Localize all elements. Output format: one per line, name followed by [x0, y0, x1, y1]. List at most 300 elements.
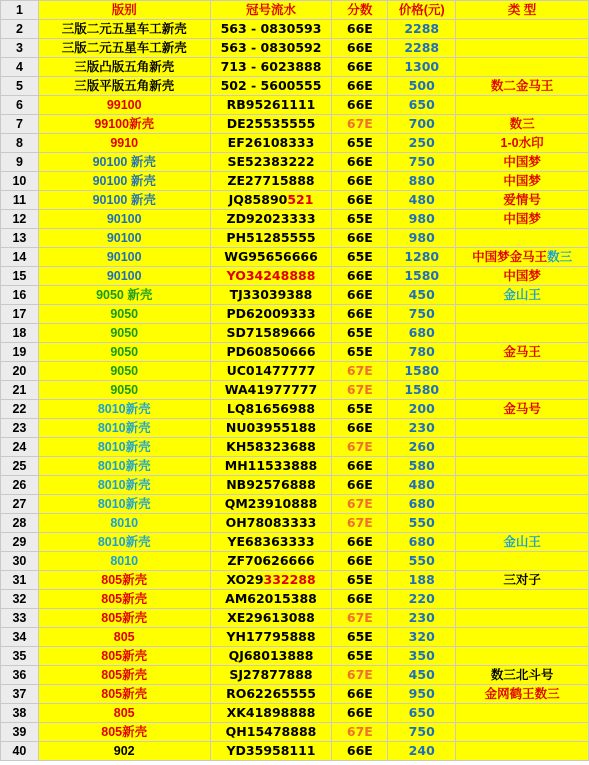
- cell-text: 67E: [346, 363, 373, 378]
- cell-price[interactable]: [388, 172, 456, 191]
- cell-price[interactable]: [388, 248, 456, 267]
- cell-type[interactable]: [456, 723, 589, 742]
- cell-serial[interactable]: [210, 286, 332, 305]
- cell-score[interactable]: [332, 343, 388, 362]
- cell-serial[interactable]: [210, 153, 332, 172]
- row-number[interactable]: 24: [1, 438, 39, 457]
- cell-serial[interactable]: [210, 419, 332, 438]
- cell-serial[interactable]: [210, 134, 332, 153]
- cell-serial[interactable]: [210, 115, 332, 134]
- cell-edition[interactable]: [38, 704, 210, 723]
- row-number[interactable]: 20: [1, 362, 39, 381]
- cell-type[interactable]: [456, 400, 589, 419]
- cell-text: 66E: [346, 458, 373, 473]
- cell-type[interactable]: [456, 229, 589, 248]
- cell-edition[interactable]: [38, 552, 210, 571]
- cell-text: 中国梦: [503, 174, 541, 188]
- table-row: [1, 723, 589, 742]
- cell-price[interactable]: [388, 191, 456, 210]
- cell-edition[interactable]: [38, 742, 210, 761]
- cell-serial[interactable]: [210, 343, 332, 362]
- cell-text: QM23910888: [224, 496, 318, 511]
- row-number[interactable]: 35: [1, 647, 39, 666]
- cell-text: 90100: [106, 269, 142, 283]
- cell-price[interactable]: [388, 229, 456, 248]
- cell-serial[interactable]: [210, 552, 332, 571]
- cell-score[interactable]: [332, 77, 388, 96]
- row-number[interactable]: 36: [1, 666, 39, 685]
- cell-edition[interactable]: [38, 419, 210, 438]
- row-number[interactable]: 22: [1, 400, 39, 419]
- cell-serial[interactable]: [210, 609, 332, 628]
- cell-price[interactable]: [388, 267, 456, 286]
- cell-price[interactable]: [388, 381, 456, 400]
- cell-type[interactable]: [456, 343, 589, 362]
- cell-edition[interactable]: [38, 723, 210, 742]
- cell-score[interactable]: [332, 419, 388, 438]
- row-number[interactable]: 25: [1, 457, 39, 476]
- row-number[interactable]: 14: [1, 248, 39, 267]
- cell-edition[interactable]: [38, 96, 210, 115]
- row-number[interactable]: 21: [1, 381, 39, 400]
- cell-type[interactable]: [456, 210, 589, 229]
- row-number[interactable]: 9: [1, 153, 39, 172]
- cell-text: 爱情号: [503, 193, 541, 207]
- cell-text: 9050: [110, 383, 139, 397]
- cell-price[interactable]: [388, 153, 456, 172]
- cell-text: 67E: [346, 116, 373, 131]
- cell-score[interactable]: [332, 248, 388, 267]
- cell-edition[interactable]: [38, 533, 210, 552]
- cell-type[interactable]: [456, 704, 589, 723]
- row-number[interactable]: 40: [1, 742, 39, 761]
- cell-price[interactable]: [388, 685, 456, 704]
- cell-score[interactable]: [332, 362, 388, 381]
- cell-text: 805: [113, 630, 135, 644]
- cell-type[interactable]: [456, 628, 589, 647]
- row-number[interactable]: 3: [1, 39, 39, 58]
- cell-text: 650: [408, 705, 435, 720]
- table-row: [1, 533, 589, 552]
- sheet-body: [1, 1, 589, 761]
- cell-serial[interactable]: [210, 324, 332, 343]
- row-number[interactable]: 6: [1, 96, 39, 115]
- row-number[interactable]: 17: [1, 305, 39, 324]
- table-row: [1, 685, 589, 704]
- cell-serial[interactable]: [210, 305, 332, 324]
- cell-text: 90100: [106, 250, 142, 264]
- cell-score[interactable]: [332, 134, 388, 153]
- row-number[interactable]: 5: [1, 77, 39, 96]
- cell-text: RB95261111: [226, 97, 316, 112]
- cell-type[interactable]: [456, 647, 589, 666]
- cell-score[interactable]: [332, 552, 388, 571]
- cell-edition[interactable]: [38, 495, 210, 514]
- cell-text: QH15478888: [225, 724, 317, 739]
- cell-serial[interactable]: [210, 248, 332, 267]
- row-number[interactable]: 13: [1, 229, 39, 248]
- cell-serial[interactable]: [210, 514, 332, 533]
- cell-serial[interactable]: [210, 96, 332, 115]
- cell-price[interactable]: [388, 286, 456, 305]
- cell-edition[interactable]: [38, 476, 210, 495]
- cell-score[interactable]: [332, 590, 388, 609]
- cell-edition[interactable]: [38, 77, 210, 96]
- cell-edition[interactable]: [38, 267, 210, 286]
- cell-price[interactable]: [388, 77, 456, 96]
- cell-edition[interactable]: [38, 381, 210, 400]
- header-serial[interactable]: 冠号流水: [210, 1, 332, 20]
- table-row: [1, 305, 589, 324]
- cell-edition[interactable]: [38, 514, 210, 533]
- cell-type[interactable]: [456, 267, 589, 286]
- cell-type[interactable]: [456, 552, 589, 571]
- cell-text: 8010新壳: [97, 402, 151, 416]
- cell-price[interactable]: [388, 495, 456, 514]
- cell-serial[interactable]: [210, 210, 332, 229]
- cell-type[interactable]: [456, 514, 589, 533]
- cell-score[interactable]: [332, 723, 388, 742]
- row-number[interactable]: 37: [1, 685, 39, 704]
- cell-serial[interactable]: [210, 400, 332, 419]
- cell-price[interactable]: [388, 476, 456, 495]
- cell-text: KH58323688: [226, 439, 316, 454]
- cell-price[interactable]: [388, 590, 456, 609]
- cell-price[interactable]: [388, 400, 456, 419]
- table-row: [1, 590, 589, 609]
- cell-type[interactable]: [456, 476, 589, 495]
- cell-score[interactable]: [332, 666, 388, 685]
- cell-type[interactable]: [456, 153, 589, 172]
- cell-price[interactable]: [388, 457, 456, 476]
- table-row: [1, 153, 589, 172]
- table-row: [1, 571, 589, 590]
- cell-edition[interactable]: [38, 210, 210, 229]
- cell-score[interactable]: [332, 381, 388, 400]
- cell-text: 450: [408, 287, 435, 302]
- cell-text: 90100: [106, 231, 142, 245]
- cell-text: PD62009333: [226, 306, 316, 321]
- row-number[interactable]: 19: [1, 343, 39, 362]
- row-number[interactable]: 8: [1, 134, 39, 153]
- cell-serial[interactable]: [210, 438, 332, 457]
- row-number[interactable]: 11: [1, 191, 39, 210]
- cell-price[interactable]: [388, 723, 456, 742]
- cell-text: 550: [408, 515, 435, 530]
- cell-edition[interactable]: [38, 324, 210, 343]
- cell-price[interactable]: [388, 647, 456, 666]
- row-number[interactable]: 10: [1, 172, 39, 191]
- row-number[interactable]: 18: [1, 324, 39, 343]
- row-number[interactable]: 16: [1, 286, 39, 305]
- row-number[interactable]: 33: [1, 609, 39, 628]
- row-number[interactable]: 31: [1, 571, 39, 590]
- cell-serial[interactable]: [210, 381, 332, 400]
- cell-edition[interactable]: [38, 609, 210, 628]
- cell-score[interactable]: [332, 628, 388, 647]
- cell-text: WA41977777: [224, 382, 318, 397]
- row-number[interactable]: 12: [1, 210, 39, 229]
- cell-text: PH51285555: [226, 230, 316, 245]
- cell-score[interactable]: [332, 533, 388, 552]
- cell-type[interactable]: [456, 590, 589, 609]
- cell-text: 902: [113, 744, 135, 758]
- cell-text: 8010: [110, 516, 139, 530]
- cell-serial[interactable]: [210, 666, 332, 685]
- cell-text: 1-0水印: [500, 136, 544, 150]
- cell-score[interactable]: [332, 115, 388, 134]
- cell-text: 66E: [346, 287, 373, 302]
- cell-score[interactable]: [332, 324, 388, 343]
- cell-score[interactable]: [332, 267, 388, 286]
- cell-type[interactable]: [456, 20, 589, 39]
- cell-type[interactable]: [456, 742, 589, 761]
- cell-price[interactable]: [388, 20, 456, 39]
- cell-edition[interactable]: [38, 134, 210, 153]
- cell-score[interactable]: [332, 704, 388, 723]
- cell-text: 金山王: [503, 288, 541, 302]
- row-number[interactable]: 15: [1, 267, 39, 286]
- cell-serial[interactable]: [210, 742, 332, 761]
- cell-type[interactable]: [456, 438, 589, 457]
- cell-price[interactable]: [388, 438, 456, 457]
- cell-type[interactable]: [456, 685, 589, 704]
- cell-score[interactable]: [332, 742, 388, 761]
- cell-price[interactable]: [388, 134, 456, 153]
- cell-text: 680: [408, 534, 435, 549]
- cell-price[interactable]: [388, 533, 456, 552]
- cell-score[interactable]: [332, 191, 388, 210]
- header-score[interactable]: 分数: [332, 1, 388, 20]
- cell-edition[interactable]: [38, 343, 210, 362]
- cell-price[interactable]: [388, 343, 456, 362]
- cell-type[interactable]: [456, 419, 589, 438]
- cell-price[interactable]: [388, 362, 456, 381]
- cell-score[interactable]: [332, 438, 388, 457]
- cell-edition[interactable]: [38, 647, 210, 666]
- cell-edition[interactable]: [38, 666, 210, 685]
- table-row: [1, 210, 589, 229]
- cell-edition[interactable]: [38, 362, 210, 381]
- cell-serial[interactable]: [210, 533, 332, 552]
- cell-price[interactable]: [388, 115, 456, 134]
- cell-text: 1300: [404, 59, 440, 74]
- cell-text: 250: [408, 135, 435, 150]
- row-number[interactable]: 1: [1, 1, 39, 20]
- cell-type[interactable]: [456, 134, 589, 153]
- cell-edition[interactable]: [38, 39, 210, 58]
- cell-text: XO29: [226, 572, 264, 587]
- cell-type[interactable]: [456, 457, 589, 476]
- cell-text: 三版平版五角新壳: [74, 79, 175, 93]
- cell-serial[interactable]: [210, 704, 332, 723]
- cell-text: 金网鹤王数三: [484, 687, 560, 701]
- cell-price[interactable]: [388, 666, 456, 685]
- row-number[interactable]: 29: [1, 533, 39, 552]
- cell-text: 金马号: [503, 402, 541, 416]
- row-number[interactable]: 39: [1, 723, 39, 742]
- cell-type[interactable]: [456, 286, 589, 305]
- cell-text: 66E: [346, 591, 373, 606]
- cell-score[interactable]: [332, 609, 388, 628]
- row-number[interactable]: 34: [1, 628, 39, 647]
- cell-price[interactable]: [388, 628, 456, 647]
- cell-score[interactable]: [332, 20, 388, 39]
- row-number[interactable]: 30: [1, 552, 39, 571]
- cell-score[interactable]: [332, 96, 388, 115]
- cell-serial[interactable]: [210, 191, 332, 210]
- cell-type[interactable]: [456, 248, 589, 267]
- cell-price[interactable]: [388, 58, 456, 77]
- cell-text: 1580: [404, 382, 440, 397]
- cell-score[interactable]: [332, 286, 388, 305]
- table-row: [1, 457, 589, 476]
- table-row: [1, 381, 589, 400]
- row-number[interactable]: 2: [1, 20, 39, 39]
- cell-edition[interactable]: [38, 286, 210, 305]
- cell-edition[interactable]: [38, 438, 210, 457]
- cell-score[interactable]: [332, 400, 388, 419]
- table-row: [1, 476, 589, 495]
- cell-edition[interactable]: [38, 20, 210, 39]
- row-number[interactable]: 7: [1, 115, 39, 134]
- cell-score[interactable]: [332, 172, 388, 191]
- cell-text: 金山王: [503, 535, 541, 549]
- cell-serial[interactable]: [210, 362, 332, 381]
- cell-score[interactable]: [332, 495, 388, 514]
- cell-text: 66E: [346, 230, 373, 245]
- table-row: [1, 438, 589, 457]
- cell-type[interactable]: [456, 609, 589, 628]
- cell-edition[interactable]: [38, 571, 210, 590]
- cell-serial[interactable]: [210, 229, 332, 248]
- cell-edition[interactable]: [38, 229, 210, 248]
- cell-text: 数三: [509, 117, 535, 131]
- cell-text: RO62265555: [226, 686, 316, 701]
- cell-type[interactable]: [456, 77, 589, 96]
- cell-score[interactable]: [332, 39, 388, 58]
- cell-edition[interactable]: [38, 58, 210, 77]
- cell-serial[interactable]: [210, 495, 332, 514]
- cell-price[interactable]: [388, 324, 456, 343]
- cell-price[interactable]: [388, 514, 456, 533]
- cell-edition[interactable]: [38, 248, 210, 267]
- cell-type[interactable]: [456, 324, 589, 343]
- cell-type[interactable]: [456, 58, 589, 77]
- cell-serial[interactable]: [210, 58, 332, 77]
- cell-score[interactable]: [332, 571, 388, 590]
- cell-type[interactable]: [456, 571, 589, 590]
- cell-type[interactable]: [456, 191, 589, 210]
- cell-type[interactable]: [456, 305, 589, 324]
- cell-price[interactable]: [388, 305, 456, 324]
- cell-serial[interactable]: [210, 267, 332, 286]
- cell-price[interactable]: [388, 742, 456, 761]
- cell-type[interactable]: [456, 666, 589, 685]
- cell-type[interactable]: [456, 381, 589, 400]
- cell-score[interactable]: [332, 58, 388, 77]
- cell-edition[interactable]: [38, 305, 210, 324]
- row-number[interactable]: 32: [1, 590, 39, 609]
- cell-type[interactable]: [456, 115, 589, 134]
- cell-type[interactable]: [456, 533, 589, 552]
- header-type[interactable]: 类 型: [456, 1, 589, 20]
- table-row: [1, 628, 589, 647]
- cell-text: 9050: [110, 364, 139, 378]
- row-number[interactable]: 28: [1, 514, 39, 533]
- cell-serial[interactable]: [210, 20, 332, 39]
- row-number[interactable]: 23: [1, 419, 39, 438]
- cell-type[interactable]: [456, 362, 589, 381]
- cell-serial[interactable]: [210, 39, 332, 58]
- cell-serial[interactable]: [210, 457, 332, 476]
- cell-edition[interactable]: [38, 115, 210, 134]
- cell-score[interactable]: [332, 305, 388, 324]
- cell-price[interactable]: [388, 39, 456, 58]
- cell-text: SJ27877888: [229, 667, 313, 682]
- cell-edition[interactable]: [38, 628, 210, 647]
- cell-edition[interactable]: [38, 590, 210, 609]
- header-edition[interactable]: 版别: [38, 1, 210, 20]
- cell-edition[interactable]: [38, 172, 210, 191]
- cell-price[interactable]: [388, 96, 456, 115]
- header-price[interactable]: 价格(元): [388, 1, 456, 20]
- cell-text: 66E: [346, 78, 373, 93]
- cell-serial[interactable]: [210, 172, 332, 191]
- cell-price[interactable]: [388, 552, 456, 571]
- cell-edition[interactable]: [38, 400, 210, 419]
- cell-score[interactable]: [332, 457, 388, 476]
- cell-score[interactable]: [332, 514, 388, 533]
- cell-edition[interactable]: [38, 191, 210, 210]
- cell-price[interactable]: [388, 210, 456, 229]
- cell-serial[interactable]: [210, 685, 332, 704]
- cell-score[interactable]: [332, 685, 388, 704]
- cell-text: 99100新壳: [94, 117, 155, 131]
- cell-edition[interactable]: [38, 685, 210, 704]
- row-number[interactable]: 26: [1, 476, 39, 495]
- cell-type[interactable]: [456, 495, 589, 514]
- cell-text: WG95656666: [224, 249, 318, 264]
- cell-serial[interactable]: [210, 77, 332, 96]
- row-number[interactable]: 38: [1, 704, 39, 723]
- row-number[interactable]: 27: [1, 495, 39, 514]
- cell-serial[interactable]: [210, 571, 332, 590]
- cell-price[interactable]: [388, 419, 456, 438]
- cell-text: 8010新壳: [97, 535, 151, 549]
- cell-score[interactable]: [332, 476, 388, 495]
- table-row: [1, 39, 589, 58]
- cell-serial[interactable]: [210, 476, 332, 495]
- cell-score[interactable]: [332, 229, 388, 248]
- cell-score[interactable]: [332, 647, 388, 666]
- cell-price[interactable]: [388, 609, 456, 628]
- cell-serial[interactable]: [210, 723, 332, 742]
- row-number[interactable]: 4: [1, 58, 39, 77]
- cell-score[interactable]: [332, 210, 388, 229]
- cell-edition[interactable]: [38, 457, 210, 476]
- cell-score[interactable]: [332, 153, 388, 172]
- cell-serial[interactable]: [210, 590, 332, 609]
- cell-serial[interactable]: [210, 628, 332, 647]
- cell-type[interactable]: [456, 39, 589, 58]
- cell-edition[interactable]: [38, 153, 210, 172]
- cell-price[interactable]: [388, 571, 456, 590]
- cell-type[interactable]: [456, 96, 589, 115]
- cell-type[interactable]: [456, 172, 589, 191]
- cell-price[interactable]: [388, 704, 456, 723]
- cell-serial[interactable]: [210, 647, 332, 666]
